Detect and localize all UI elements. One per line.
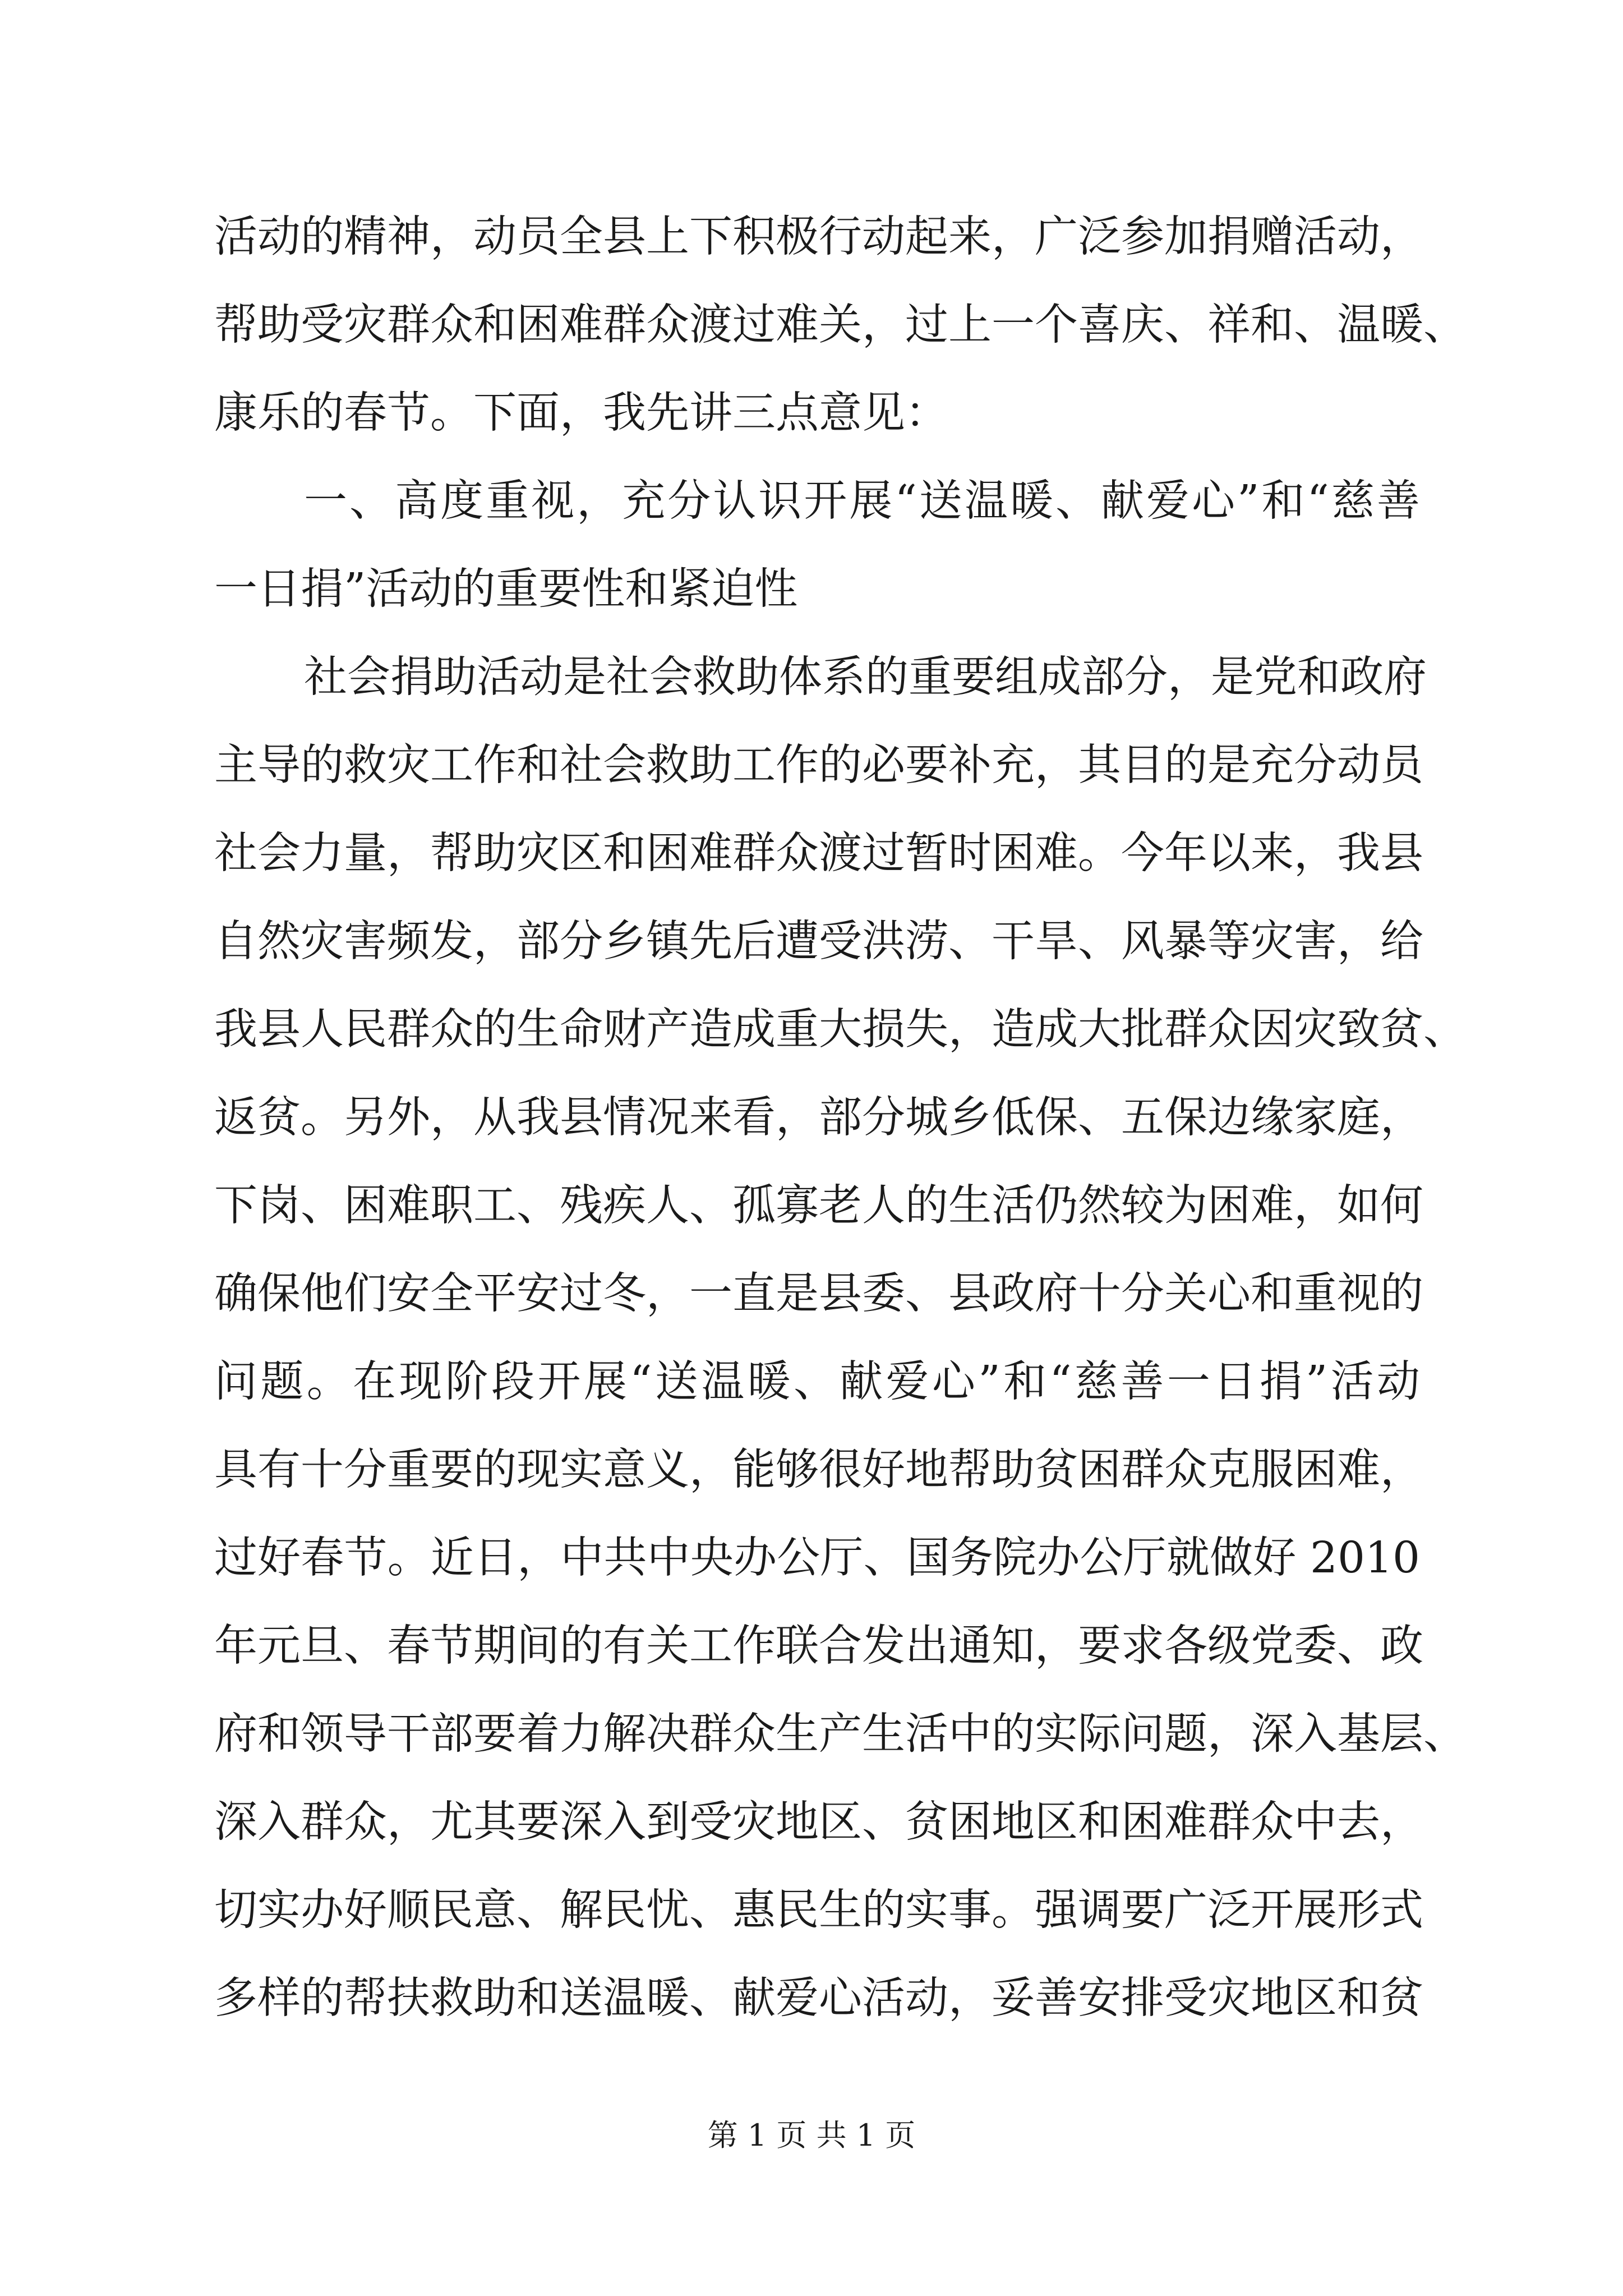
text-line: 府和领导干部要着力解决群众生产生活中的实际问题，深入基层、 (214, 1709, 1467, 1759)
text-line: 我县人民群众的生命财产造成重大损失，造成大批群众因灾致贫、 (214, 1005, 1467, 1055)
text-line: 社会力量，帮助灾区和困难群众渡过暂时困难。今年以来，我县 (214, 829, 1423, 878)
text-line: 多样的帮扶救助和送温暖、献爱心活动，妥善安排受灾地区和贫 (214, 1973, 1423, 2023)
text-line: 活动的精神，动员全县上下积极行动起来，广泛参加捐赠活动， (214, 212, 1423, 262)
section-heading-line: 一日捐”活动的重要性和紧迫性 (214, 564, 798, 614)
text-line: 问题。在现阶段开展“送温暖、献爱心”和“慈善一日捐”活动 (214, 1357, 1420, 1407)
text-line: 下岗、困难职工、残疾人、孤寡老人的生活仍然较为困难，如何 (214, 1181, 1423, 1231)
text-line: 年元旦、春节期间的有关工作联合发出通知，要求各级党委、政 (214, 1621, 1423, 1671)
text-line: 深入群众，尤其要深入到受灾地区、贫困地区和困难群众中去， (214, 1797, 1423, 1847)
text-line: 帮助受灾群众和困难群众渡过难关，过上一个喜庆、祥和、温暖、 (214, 300, 1467, 350)
text-line: 自然灾害频发，部分乡镇先后遭受洪涝、干旱、风暴等灾害，给 (214, 917, 1423, 967)
text-line: 具有十分重要的现实意义，能够很好地帮助贫困群众克服困难， (214, 1445, 1423, 1495)
text-line: 返贫。另外，从我县情况来看，部分城乡低保、五保边缘家庭， (214, 1093, 1423, 1143)
text-line: 社会捐助活动是社会救助体系的重要组成部分，是党和政府 (304, 652, 1427, 702)
text-line: 确保他们安全平安过冬，一直是县委、县政府十分关心和重视的 (214, 1269, 1423, 1319)
text-line: 主导的救灾工作和社会救助工作的必要补充，其目的是充分动员 (214, 740, 1423, 790)
section-heading-line: 一、高度重视，充分认识开展“送温暖、献爱心”和“慈善 (304, 476, 1420, 526)
text-line: 切实办好顺民意、解民忧、惠民生的实事。强调要广泛开展形式 (214, 1885, 1423, 1935)
text-line: 康乐的春节。下面，我先讲三点意见： (214, 388, 948, 438)
page-number-footer: 第 1 页 共 1 页 (707, 2118, 916, 2153)
text-line: 过好春节。近日，中共中央办公厅、国务院办公厅就做好 2010 (214, 1533, 1420, 1583)
